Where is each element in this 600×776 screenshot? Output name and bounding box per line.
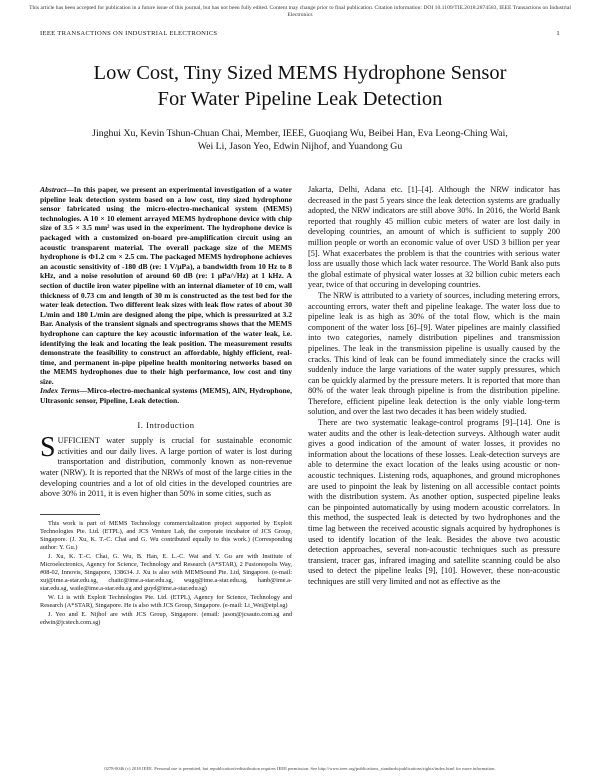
author-list — [30, 127, 570, 153]
right-column — [308, 185, 560, 588]
abstract-text: In this paper, we present an experimental investigation of a water pipeline leak detection system based on a low cost, tiny sized hydrophone sensor fabricated using the micro-electro-mechanical system (MEMS) technologies. A 10 × 10 element arrayed MEMS hydrophone device with chip size of 3.5 × 3.5 mm² was used in the experiment. The hydrophone device is packaged with a customized on-board pre-amplification circuit using an acoustic transparent material. The overall package size of the MEMS hydrophone is Φ1.2 cm × 2.5 cm. The packaged MEMS hydrophone achieves an acoustic sensitivity of -180 dB (re: 1 V/μPa), a bandwidth from 10 Hz to 8 kHz, and a noise resolution of around 60 dB (re: 1 μPa/√Hz) at 1 kHz. A section of ductile iron water pipeline with an internal diameter of 10 cm, wall thickness of 0.73 cm and length of 30 m is constructed as the test bed for the water leak detection. Two different leak sizes with leak flow rates of about 30 L/min and 180 L/min are designed along the pipe, which is pressurized at 3.2 Bar. Analysis of the transient signals and spectrograms shows that the MEMS hydrophone can capture the key acoustic information of the water leak, i.e. identifying the leak and locating the leak position. The measurement results demonstrate the feasibility to construct an affordable, highly efficient, real-time, and permanent in-pipe pipeline health monitoring networks based on the MEMS hydrophones due to their high performance, low cost and tiny size. — [40, 185, 292, 386]
running-head — [40, 30, 560, 37]
index-terms-label: Index Terms— — [40, 386, 88, 396]
body-paragraph-2: The NRW is attributed to a variety of sources, including metering errors, accounting errors, water theft and pipeline leakage. The water loss due to pipeline leak is as high as 30% of the total flow, which is the main component of the water loss [6]–[9]. Water pipelines are mainly classified into two categories, namely distribution pipelines and transmission pipelines. The leak in the transmission pipeline is usually caused by the cracks. This kind of leak can be found immediately since the cracks will suddenly induce the large variations of the water supply pressures, which can be quickly alarmed by the pressure meters. It is reported that more than 80% of the water leak through pipeline is from the distribution pipeline. Therefore, efficient pipeline leak detection is the only viable long-term solution, and over the last two decades it has been widely studied. — [308, 290, 560, 417]
index-terms — [40, 386, 292, 405]
left-column — [40, 185, 292, 628]
paper-title — [30, 60, 570, 112]
body-paragraph-3: There are two systematic leakage-control programs [9]–[14]. One is water audits and the other is leak-detection surveys. Although water audit gives a good indication of the amount of water losses, it provides no information about the locations of these losses. Leak-detection surveys are able to determine the exact location of the leaks using acoustic or non-acoustic techniques. Listening rods, aquaphones, and ground microphones are used to pinpoint the leak by listening on all accessible contact points with the distribution system. As another option, suspected pipeline leaks can be pinpointed automatically by using modern acoustic correlators. In this method, the suspected leak is detected by two hydrophones and the time lag between the received acoustic signals acquired by hydrophones is used to identify location of the leak. Besides the above two acoustic detection approaches, several non-acoustic techniques such as pressure transient, tracer gas, infrared imaging and satellite scanning could be also used to detect the pipeline leaks [9], [10]. However, these non-acoustic techniques are still very limited and not as effective as the — [308, 418, 560, 586]
body-paragraph-1: Jakarta, Delhi, Adana etc. [1]–[4]. Although the NRW indicator has decreased in the past 5 years since the leak detection systems are gradually adopted, the NRW indicators are still above 30%. In 2016, the World Bank reported that roughly 45 million cubic meters of water are lost daily in developing countries, an amount of which is sufficient to supply 200 million people or worth an economic value of over USD 3 billion per year [5]. What exacerbates the problem is that the countries with serious water loss are usually those which lack water resource. The World Bank also puts the global estimate of physical water losses at 32 billion cubic meters each year, twice of that occuring in developing countries. — [308, 185, 560, 290]
intro-paragraph — [40, 432, 292, 500]
authors-line-1: Jinghui Xu, Kevin Tshun-Chuan Chai, Member, IEEE, Guoqiang Wu, Beibei Han, Eva Leong-Ching Wai, — [92, 128, 508, 139]
index-terms-text: Mirco-electro-mechanical systems (MEMS), AlN, Hydrophone, Ultrasonic sensor, Pipeline, Leak detection. — [40, 386, 292, 406]
section-heading-introduction: I. Introduction — [137, 419, 195, 430]
intro-text: UFFICIENT water supply is crucial for sustainable economic activities and our daily lives. A large portion of water is lost during transportation and distribution, commonly known as non-revenue water (NRW). It is reported that the NRWs of most of the large cities in the developing countries and a lot of old cities in the developed countries are above 30% in 2011, it is even higher than 50% in some cities, such as — [40, 436, 292, 499]
authors-line-2: Wei Li, Jason Yeo, Edwin Nijhof, and Yuandong Gu — [197, 141, 403, 152]
abstract-label: Abstract— — [40, 185, 74, 194]
title-line-2: For Water Pipeline Leak Detection — [157, 88, 443, 110]
footnote-affiliation-etpl: W. Li is with Exploit Technologies Pte. Ltd. (ETPL), Agency for Science, Technology and Research (A*STAR), Singapore. He is also with JCS Group, Singapore. (e-mail: Li_Wei@etpl.sg) — [40, 593, 292, 609]
page-number: 1 — [556, 30, 560, 37]
footnote-divider — [40, 514, 100, 515]
copyright-footer: 0278-0046 (c) 2018 IEEE. Personal use is permitted, but republication/redistribution requires IEEE permission. See http://www.ieee.org/publications_standards/publications/rights/index.html for more information. — [104, 766, 496, 771]
title-line-1: Low Cost, Tiny Sized MEMS Hydrophone Sensor — [93, 62, 507, 84]
journal-name: IEEE TRANSACTIONS ON INDUSTRIAL ELECTRONICS — [40, 30, 218, 37]
drop-cap: S — [40, 432, 56, 464]
abstract — [40, 185, 292, 386]
footnote-funding: This work is part of MEMS Technology commercialization project supported by Exploit Technologies Pte. Ltd. (ETPL), and JCS Venture Lab, the corporate incubator of JCS Group, Singapore. (J. Xu, K. T.-C. Chai and G. Wu contributed equally to this work.) (Corresponding author: Y. Gu.) — [40, 519, 292, 551]
footnote-affiliation-ime: J. Xu, K. T.-C. Chai, G. Wu, B. Han, E. L.-C. Wai and Y. Gu are with Institute of Microelectronics, Agency for Science, Technology and Research (A*STAR), 2 Fusionopolis Way, #08-02, Innovis, Singapore, 138634. J. Xu is also with MEMSound Pte. Ltd, Singapore. (e-mail: xuj@ime.a-star.edu.sg, chaitc@ime.a-star.edu.sg, wugq@ime.a-star.edu.sg, hanb@ime.a-star.edu.sg, waile@ime.a-star.edu.sg and guyd@ime.a-star.edu.sg) — [40, 552, 292, 592]
accepted-article-banner: This article has been accepted for publication in a future issue of this journal, but has not been fully edited. Content may change prior to final publication. Citation information: DOI 10.1109/TIE.2018.2874583, IEEE Transactions on Industrial Electronics — [29, 5, 571, 18]
footnote-affiliation-jcs: J. Yeo and E. Nijhof are with JCS Group, Singapore. (email: jason@jcsauto.com.sg and edwin@jcstech.com.sg) — [40, 610, 292, 626]
